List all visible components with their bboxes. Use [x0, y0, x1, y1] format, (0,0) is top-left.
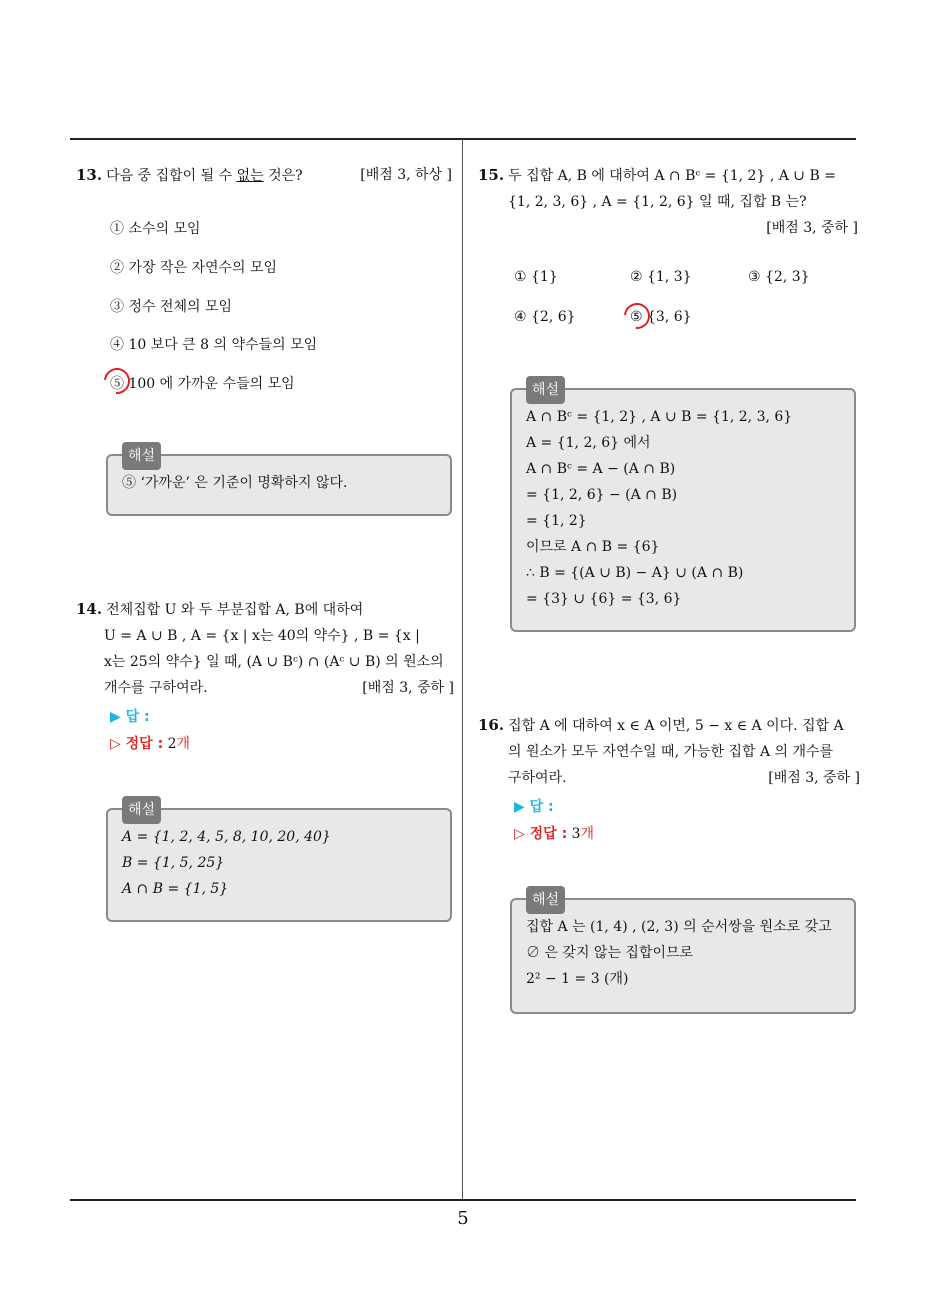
page-number: 5 [457, 1208, 469, 1229]
solution-line: A ∩ Bᶜ = {1, 2} , A ∪ B = {1, 2, 3, 6} [526, 409, 793, 425]
question-13 [76, 162, 452, 189]
solution-line: = {1, 2, 6} − (A ∩ B) [526, 487, 678, 503]
solution-line: A ∩ B = {1, 5} [122, 881, 229, 897]
solution-line: ∴ B = {(A ∪ B) − A} ∪ (A ∩ B) [526, 565, 744, 581]
question-number: 13. [76, 166, 103, 184]
bottom-rule [70, 1199, 856, 1201]
correct-answer-line [110, 733, 190, 753]
solution-box [106, 448, 452, 516]
question-15 [478, 162, 858, 241]
solution-line: B = {1, 5, 25} [122, 855, 225, 871]
solution-tag: 해설 [526, 376, 565, 404]
score-label: [배점 3, 중하 ] [362, 680, 454, 696]
question-line: 의 원소가 모두 자연수일 때, 가능한 집합 A 의 개수를 [508, 744, 834, 760]
choice-2[interactable]: ② 가장 작은 자연수의 모임 [110, 260, 278, 276]
correct-label: ▷ 정답 : [110, 736, 164, 752]
choice-1[interactable]: ① 소수의 모임 [110, 221, 201, 237]
question-14 [76, 596, 454, 701]
choice-2[interactable]: ② {1, 3} [630, 269, 692, 285]
question-line: 두 집합 A, B 에 대하여 A ∩ Bᶜ = {1, 2} , A ∪ B = [508, 168, 836, 184]
choice-5[interactable]: ⑤ {3, 6} [630, 309, 692, 325]
correct-value: 3 [571, 826, 581, 842]
solution-tag: 해설 [122, 796, 161, 824]
choice-1[interactable]: ① {1} [514, 269, 558, 285]
column-divider [462, 139, 463, 1200]
question-number: 16. [478, 716, 505, 734]
solution-tag: 해설 [122, 442, 161, 470]
correct-unit: 개 [580, 826, 595, 842]
question-line: 전체집합 U 와 두 부분집합 A, B에 대하여 [106, 602, 364, 618]
question-line: x는 25의 약수} 일 때, (A ∪ Bᶜ) ∩ (Aᶜ ∪ B) 의 원소의 [104, 654, 444, 670]
choice-3[interactable]: ③ {2, 3} [748, 269, 810, 285]
top-rule [70, 138, 856, 140]
choice-5[interactable]: ⑤ 100 에 가까운 수들의 모임 [110, 376, 295, 392]
answer-label: ▶ 답 : [110, 709, 150, 725]
solution-box [510, 382, 856, 632]
solution-line: ∅ 은 갖지 않는 집합이므로 [526, 945, 694, 961]
answer-input-line[interactable] [514, 796, 554, 816]
question-number: 15. [478, 166, 505, 184]
solution-box [510, 892, 856, 1014]
question-line: {1, 2, 3, 6} , A = {1, 2, 6} 일 때, 집합 B 는? [508, 194, 807, 210]
choice-3[interactable]: ③ 정수 전체의 모임 [110, 299, 233, 315]
question-line: 개수를 구하여라. [104, 680, 208, 696]
question-text: 것은? [263, 168, 303, 184]
solution-tag: 해설 [526, 886, 565, 914]
solution-line: A = {1, 2, 4, 5, 8, 10, 20, 40} [122, 829, 331, 845]
question-text-underlined: 없는 [236, 168, 264, 184]
solution-line: 이므로 A ∩ B = {6} [526, 539, 660, 555]
correct-answer-mark [619, 298, 656, 335]
solution-line: A = {1, 2, 6} 에서 [526, 435, 651, 451]
solution-box [106, 802, 452, 922]
solution-line: 2² − 1 = 3 (개) [526, 971, 629, 987]
question-16 [478, 712, 860, 791]
correct-label: ▷ 정답 : [514, 826, 568, 842]
score-label: [배점 3, 하상 ] [360, 167, 452, 183]
solution-line: ⑤ ‘가까운’ 은 기준이 명확하지 않다. [122, 475, 348, 491]
question-number: 14. [76, 600, 103, 618]
score-label: [배점 3, 중하 ] [766, 220, 858, 236]
correct-answer-mark [99, 363, 136, 400]
correct-unit: 개 [176, 736, 191, 752]
answer-label: ▶ 답 : [514, 799, 554, 815]
solution-line: A ∩ Bᶜ = A − (A ∩ B) [526, 461, 676, 477]
question-line: 구하여라. [508, 770, 567, 786]
question-line: U = A ∪ B , A = {x | x는 40의 약수} , B = {x | [104, 628, 420, 644]
correct-value: 2 [167, 736, 177, 752]
correct-answer-line [514, 823, 594, 843]
score-label: [배점 3, 중하 ] [768, 770, 860, 786]
answer-input-line[interactable] [110, 706, 150, 726]
question-line: 집합 A 에 대하여 x ∈ A 이면, 5 − x ∈ A 이다. 집합 A [508, 718, 844, 734]
question-text: 다음 중 집합이 될 수 [106, 168, 237, 184]
choice-4[interactable]: ④ {2, 6} [514, 309, 576, 325]
solution-line: = {3} ∪ {6} = {3, 6} [526, 591, 682, 607]
solution-line: 집합 A 는 (1, 4) , (2, 3) 의 순서쌍을 원소로 갖고 [526, 919, 832, 935]
solution-line: = {1, 2} [526, 513, 587, 529]
choice-4[interactable]: ④ 10 보다 큰 8 의 약수들의 모임 [110, 337, 318, 353]
